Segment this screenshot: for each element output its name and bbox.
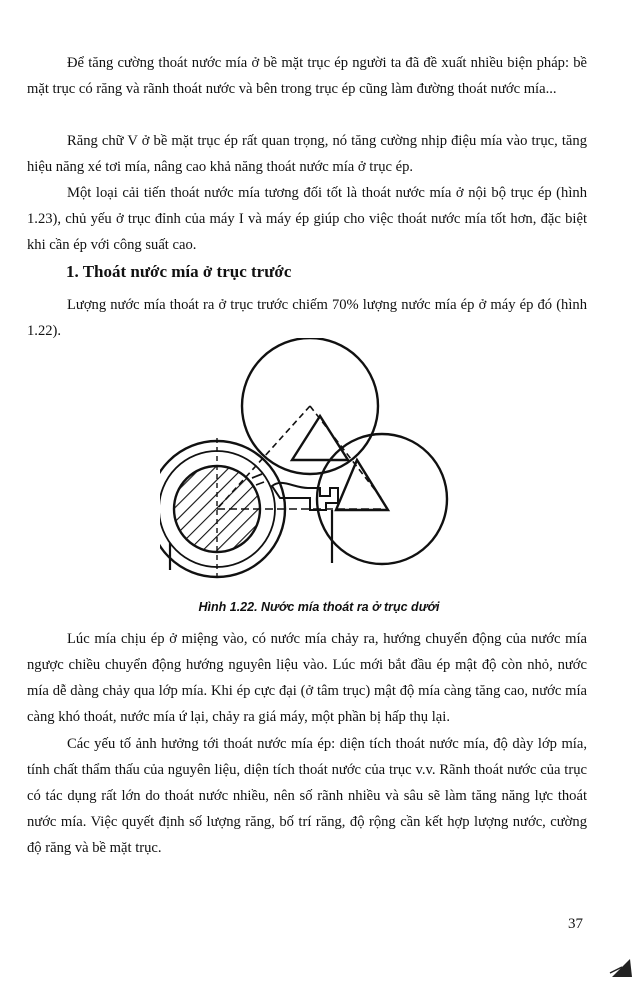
- page-number: 37: [568, 916, 583, 932]
- figure-caption: Hình 1.22. Nước mía thoát ra ở trục dưới: [198, 600, 440, 614]
- right-roller-triangle: [336, 460, 388, 510]
- paragraph-2: Răng chữ V ở bề mặt trục ép rất quan trọng, nó tăng cường nhịp điệu mía vào trục, tăng hiệu năng xé tơi mía, nâng cao khả năng thoát nước mía ở trục ép.: [27, 133, 587, 175]
- paragraph-4: Lượng nước mía thoát ra ở trục trước chiếm 70% lượng nước mía ép ở máy ép đó (hình 1.22).: [27, 297, 587, 339]
- corner-mark-icon: [608, 953, 634, 979]
- paragraph-1: Để tăng cường thoát nước mía ở bề mặt trục ép người ta đã đề xuất nhiều biện pháp: bề mặt trục có răng và rãnh thoát nước và bên trong trục ép cũng làm đường thoát nước mía...: [27, 55, 587, 97]
- roller-diagram-figure: [160, 338, 450, 588]
- paragraph-6: Các yếu tố ảnh hưởng tới thoát nước mía ép: diện tích thoát nước mía, độ dày lớp mía, tính chất thẩm thấu của nguyên liệu, diện tích thoát nước của trục v.v. Rãnh thoát nước của trục có tác dụng rất lớn do thoát nước nhiều, nên số rãnh nhiều và sâu sẽ làm tăng năng lực thoát nước mía. Việc quyết định số lượng răng, bố trí răng, độ rộng cần kết hợp lượng nước, cường độ răng và bề mặt trục.: [27, 736, 587, 856]
- paragraph-3: Một loại cải tiến thoát nước mía tương đối tốt là thoát nước mía ở nội bộ trục ép (hình 1.23), chủ yếu ở trục đỉnh của máy I và máy ép giúp cho việc thoát nước mía tốt hơn, đặc biệt khi cần ép với công suất cao.: [27, 185, 587, 253]
- top-roller-triangle: [292, 416, 348, 460]
- section-heading: 1. Thoát nước mía ở trục trước: [66, 262, 292, 281]
- paragraph-5: Lúc mía chịu ép ở miệng vào, có nước mía chảy ra, hướng chuyển động của nước mía ngược chiều chuyển động hướng nguyên liệu vào. Lúc mới bắt đầu ép mật độ còn nhỏ, nước mía dễ dàng chảy qua lớp mía. Khi ép cực đại (ở tâm trục) mật độ mía càng tăng cao, nước mía càng khó thoát, nước mía ứ lại, chảy ra giá máy, một phần bị hấp thụ lại.: [27, 631, 587, 725]
